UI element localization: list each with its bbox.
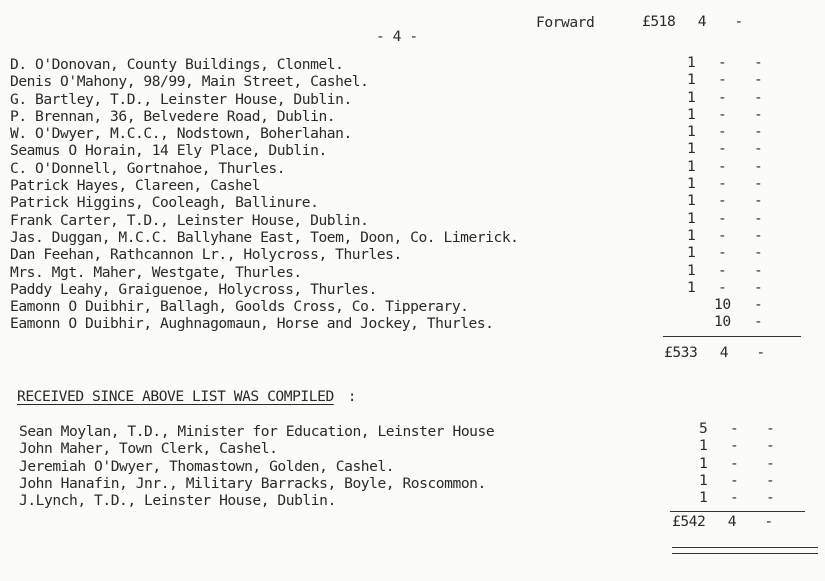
list-item: J.Lynch, T.D., Leinster House, Dublin. <box>19 492 336 510</box>
amount-row <box>660 279 780 296</box>
amount-shillings: - <box>718 71 727 89</box>
amount-pounds: 1 <box>687 54 696 71</box>
forward-amount <box>642 13 743 30</box>
forward-pence: - <box>734 13 743 30</box>
amount-pence: - <box>754 313 763 331</box>
amount-pence: - <box>754 261 763 279</box>
amount-shillings: - <box>730 471 739 489</box>
list-item: Seamus O Horain, 14 Ely Place, Dublin. <box>10 142 327 160</box>
amount-shillings: - <box>718 140 727 158</box>
list-item: W. O'Dwyer, M.C.C., Nodstown, Boherlahan. <box>10 125 352 143</box>
amount-pence: - <box>754 140 763 158</box>
amount-shillings: - <box>718 244 727 262</box>
amount-pounds: 1 <box>687 88 696 106</box>
list-item: Eamonn O Duibhir, Ballagh, Goolds Cross, Co. Tipperary. <box>10 298 469 316</box>
list-item: Paddy Leahy, Graiguenoe, Holycross, Thurles. <box>10 280 377 298</box>
list-item: Jas. Duggan, M.C.C. Ballyhane East, Toem, Doon, Co. Limerick. <box>10 228 519 246</box>
amount-pounds: 1 <box>687 157 696 175</box>
amount-pence: - <box>766 437 775 455</box>
amount-pence: - <box>754 244 763 262</box>
amount-row <box>660 313 780 330</box>
amount-row <box>660 158 780 175</box>
amount-shillings: - <box>718 157 727 175</box>
list-item: Jeremiah O'Dwyer, Thomastown, Golden, Cashel. <box>19 457 395 475</box>
forward-pounds: £518 <box>642 13 676 30</box>
grand-total <box>672 513 773 530</box>
amount-pounds: 1 <box>687 175 696 193</box>
amount-row <box>660 296 780 313</box>
amount-pence: - <box>754 226 763 244</box>
amount-pounds: 1 <box>687 71 696 89</box>
subscriber-amounts <box>660 54 780 331</box>
subscriber-list <box>10 56 519 333</box>
amount-row <box>660 89 780 106</box>
amount-shillings: - <box>718 226 727 244</box>
amount-shillings: - <box>718 278 727 296</box>
subtotal-shillings: 4 <box>719 344 729 361</box>
amount-shillings: - <box>718 261 727 279</box>
amount-row <box>660 210 780 227</box>
amount-pence: - <box>766 454 775 472</box>
list-item: Eamonn O Duibhir, Aughnagomaun, Horse and Jockey, Thurles. <box>10 315 494 333</box>
forward-label: Forward <box>536 14 595 31</box>
amount-shillings: - <box>718 192 727 210</box>
amount-pence: - <box>754 157 763 175</box>
subtotal <box>664 344 765 361</box>
amount-pence: - <box>754 296 763 314</box>
amount-shillings: - <box>718 123 727 141</box>
amount-pence: - <box>766 471 775 489</box>
list-item: Sean Moylan, T.D., Minister for Education, Leinster House <box>19 423 495 440</box>
late-subscriber-amounts <box>672 420 792 506</box>
amount-shillings: - <box>718 105 727 123</box>
double-rule-lower <box>672 553 818 554</box>
amount-shillings: 10 <box>714 313 731 331</box>
amount-pence: - <box>754 123 763 141</box>
subtotal-pounds: £533 <box>664 344 698 361</box>
list-item: Dan Feehan, Rathcannon Lr., Holycross, Thurles. <box>10 246 402 264</box>
amount-pence: - <box>754 71 763 89</box>
section-heading <box>17 388 356 405</box>
amount-shillings: - <box>730 420 739 437</box>
amount-pounds: 5 <box>699 420 708 437</box>
amount-pounds: 1 <box>699 471 708 489</box>
list-item: G. Bartley, T.D., Leinster House, Dublin. <box>10 90 352 108</box>
total-pounds: £542 <box>672 513 706 530</box>
list-item: Mrs. Mgt. Maher, Westgate, Thurles. <box>10 263 302 281</box>
list-item: Patrick Hayes, Clareen, Cashel <box>10 177 261 195</box>
amount-pounds: 1 <box>687 140 696 158</box>
amount-pounds: 1 <box>687 278 696 296</box>
amount-pence: - <box>754 278 763 296</box>
amount-pounds: 1 <box>687 123 696 141</box>
amount-shillings: - <box>718 175 727 193</box>
total-pence: - <box>764 513 773 530</box>
amount-pounds: 1 <box>687 209 696 227</box>
amount-row <box>672 420 792 437</box>
amount-pounds: 1 <box>687 261 696 279</box>
amount-row <box>672 455 792 472</box>
amount-pence: - <box>754 105 763 123</box>
amount-pence: - <box>754 192 763 210</box>
total-rule <box>670 511 805 512</box>
amount-pence: - <box>754 175 763 193</box>
page-number: - 4 - <box>376 28 418 45</box>
amount-row <box>672 437 792 454</box>
amount-pounds: 1 <box>699 454 708 472</box>
amount-row <box>660 244 780 261</box>
total-shillings: 4 <box>727 513 737 530</box>
amount-pounds: 1 <box>699 489 708 507</box>
amount-row <box>660 71 780 88</box>
section-heading-text: RECEIVED SINCE ABOVE LIST WAS COMPILED <box>17 388 334 405</box>
subtotal-pence: - <box>756 344 765 361</box>
amount-shillings: - <box>730 437 739 455</box>
amount-row <box>660 192 780 209</box>
amount-pounds: 1 <box>687 244 696 262</box>
amount-row <box>660 227 780 244</box>
amount-pounds: 1 <box>687 105 696 123</box>
list-item: P. Brennan, 36, Belvedere Road, Dublin. <box>10 107 336 125</box>
amount-row <box>672 489 792 506</box>
forward-shillings: 4 <box>697 13 707 30</box>
amount-pounds: 1 <box>699 437 708 455</box>
list-item: D. O'Donovan, County Buildings, Clonmel. <box>10 56 344 73</box>
amount-shillings: 10 <box>714 296 731 314</box>
amount-row <box>660 106 780 123</box>
amount-pence: - <box>754 54 763 71</box>
amount-row <box>660 123 780 140</box>
amount-shillings: - <box>718 209 727 227</box>
amount-pence: - <box>766 489 775 507</box>
amount-shillings: - <box>718 54 727 71</box>
list-item: John Maher, Town Clerk, Cashel. <box>19 440 278 458</box>
double-rule-upper <box>672 547 818 548</box>
list-item: Denis O'Mahony, 98/99, Main Street, Cashel. <box>10 73 369 91</box>
list-item: C. O'Donnell, Gortnahoe, Thurles. <box>10 159 286 177</box>
amount-shillings: - <box>718 88 727 106</box>
list-item: John Hanafin, Jnr., Military Barracks, Boyle, Roscommon. <box>19 474 486 492</box>
section-heading-colon: : <box>347 388 357 405</box>
amount-row <box>672 472 792 489</box>
amount-pence: - <box>754 88 763 106</box>
amount-row <box>660 54 780 71</box>
amount-row <box>660 262 780 279</box>
late-subscriber-list <box>19 423 494 509</box>
list-item: Patrick Higgins, Cooleagh, Ballinure. <box>10 194 319 212</box>
subtotal-rule <box>663 336 801 337</box>
amount-row <box>660 140 780 157</box>
list-item: Frank Carter, T.D., Leinster House, Dublin. <box>10 211 369 229</box>
amount-pounds: 1 <box>687 226 696 244</box>
amount-row <box>660 175 780 192</box>
amount-pence: - <box>754 209 763 227</box>
amount-shillings: - <box>730 454 739 472</box>
amount-shillings: - <box>730 489 739 507</box>
amount-pounds: 1 <box>687 192 696 210</box>
amount-pence: - <box>766 420 775 437</box>
